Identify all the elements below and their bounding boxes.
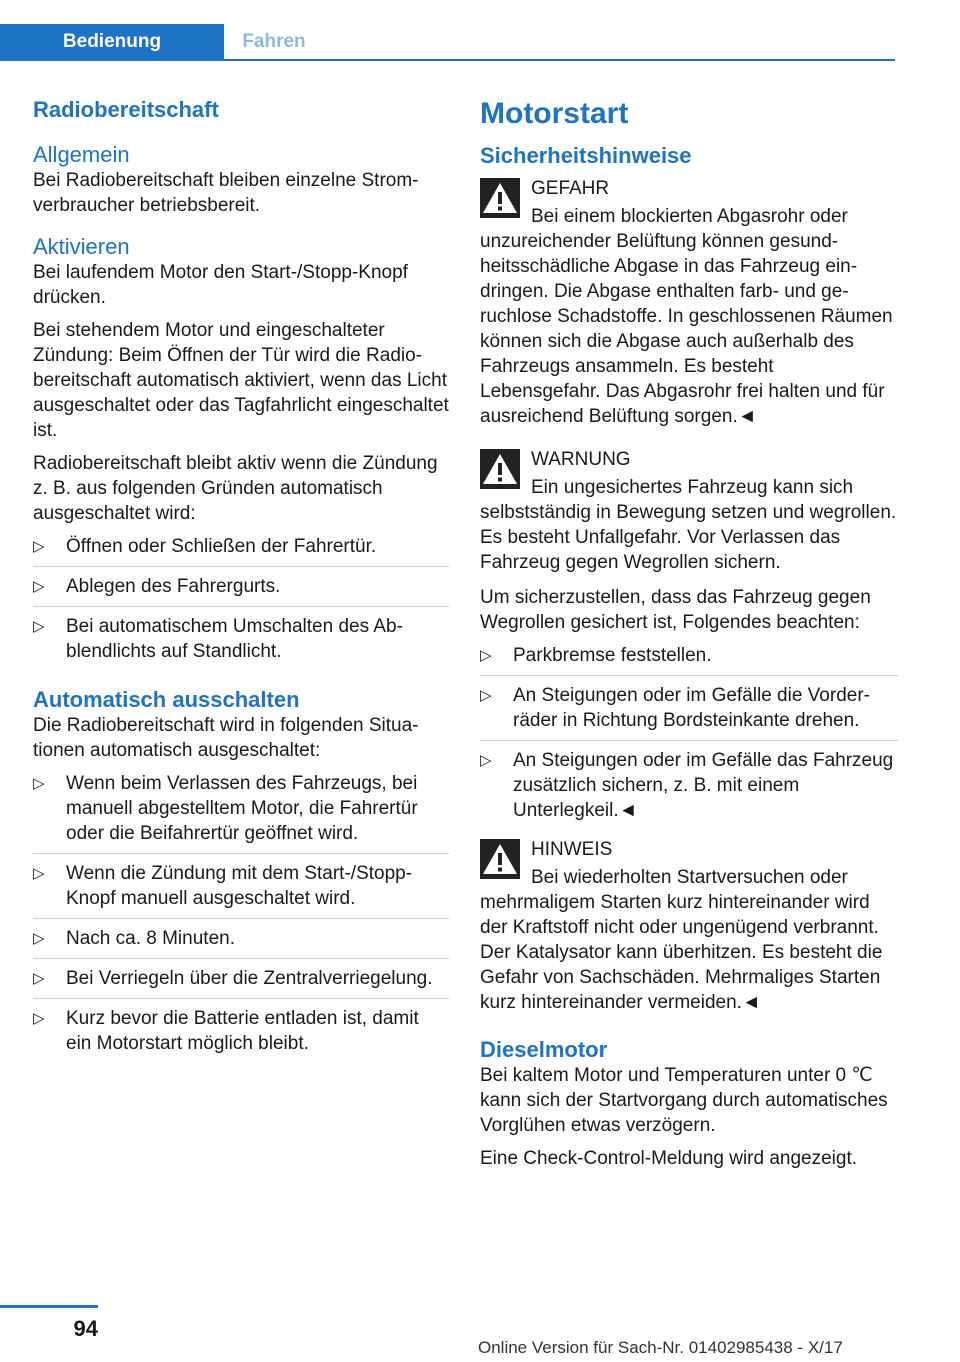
heading-aktivieren: Aktivieren bbox=[33, 234, 130, 259]
warning-triangle-icon bbox=[480, 178, 520, 218]
triangle-bullet-icon: ▷ bbox=[480, 647, 492, 664]
list-item: ▷ An Steigungen oder im Gefälle das Fahrzeug zusätzlich sichern, z. B. mit einem Unterlegkeil.◄ bbox=[480, 750, 894, 821]
triangle-bullet-icon: ▷ bbox=[33, 1010, 45, 1027]
triangle-bullet-icon: ▷ bbox=[33, 865, 45, 882]
header-divider bbox=[0, 59, 895, 61]
left-column bbox=[33, 96, 449, 1070]
warning-hinweis bbox=[480, 837, 898, 1015]
chapter-title-motorstart: Motorstart bbox=[480, 97, 629, 130]
paragraph: Um sicherzustellen, dass das Fahrzeug gegen Wegrollen gesichert ist, Folgendes beachten: bbox=[480, 587, 871, 633]
warning-text: Ein ungesichertes Fahrzeug kann sich selbstständig in Bewegung setzen und wegrollen. Es besteht Unfallgefahr. Vor Verlassen das Fahrzeug gegen Wegrollen sichern. bbox=[480, 477, 897, 573]
paragraph: Bei kaltem Motor und Temperaturen unter 0 ℃ kann sich der Startvorgang durch automatisches Vorglühen etwas verzögern. bbox=[480, 1065, 888, 1136]
triangle-bullet-icon: ▷ bbox=[480, 687, 492, 704]
paragraph: Radiobereitschaft bleibt aktiv wenn die Zündung z. B. aus folgenden Gründen automatisch ausgeschaltet wird: bbox=[33, 453, 438, 524]
paragraph: Bei laufendem Motor den Start-/Stopp-Knopf drücken. bbox=[33, 262, 408, 308]
header-tabs bbox=[0, 24, 895, 62]
paragraph: Die Radiobereitschaft wird in folgenden Situationen automatisch ausgeschaltet: bbox=[33, 715, 419, 761]
list-item: ▷ Bei automatischem Umschalten des Abblendlichts auf Standlicht. bbox=[33, 616, 403, 662]
paragraph: Eine Check-Control-Meldung wird angezeigt. bbox=[480, 1148, 858, 1169]
list-item: ▷ Wenn beim Verlassen des Fahrzeugs, bei manuell abgestelltem Motor, die Fahrertür oder die Beifahrertür geöffnet wird. bbox=[33, 771, 449, 854]
paragraph: Bei stehendem Motor und eingeschalteter Zündung: Beim Öffnen der Tür wird die Radiobereitschaft automatisch aktiviert, wenn das Licht ausgeschaltet oder das Tagfahrlicht eingeschaltet ist. bbox=[33, 320, 449, 441]
triangle-bullet-icon: ▷ bbox=[33, 775, 45, 792]
list-item: ▷ Öffnen oder Schließen der Fahrertür. bbox=[33, 534, 449, 567]
heading-sicherheitshinweise: Sicherheitshinweise bbox=[480, 143, 692, 168]
bullet-list bbox=[33, 534, 449, 671]
warning-warnung bbox=[480, 447, 898, 575]
triangle-bullet-icon: ▷ bbox=[33, 538, 45, 555]
triangle-bullet-icon: ▷ bbox=[480, 752, 492, 769]
warning-label: WARNUNG bbox=[531, 449, 631, 470]
footer-online-version: Online Version für Sach-Nr. 01402985438 - X/17 bbox=[478, 1338, 843, 1357]
page-number-rule bbox=[0, 1305, 98, 1308]
list-item: ▷ Bei Verriegeln über die Zentralverriegelung. bbox=[33, 966, 449, 999]
section-title-radiobereitschaft: Radiobereitschaft bbox=[33, 97, 219, 122]
list-item: ▷ Ablegen des Fahrergurts. bbox=[33, 574, 449, 607]
right-column bbox=[480, 96, 898, 1179]
tab-fahren[interactable]: Fahren bbox=[242, 31, 306, 52]
heading-allgemein: Allgemein bbox=[33, 142, 130, 167]
triangle-bullet-icon: ▷ bbox=[33, 578, 45, 595]
triangle-bullet-icon: ▷ bbox=[33, 618, 45, 635]
warning-label: HINWEIS bbox=[531, 839, 613, 860]
heading-dieselmotor: Dieselmotor bbox=[480, 1037, 608, 1062]
list-item: ▷ An Steigungen oder im Gefälle die Vorderräder in Richtung Bordsteinkante drehen. bbox=[480, 683, 898, 741]
heading-automatisch-ausschalten: Automatisch ausschalten bbox=[33, 687, 300, 712]
page-number: 94 bbox=[73, 1316, 98, 1341]
triangle-bullet-icon: ▷ bbox=[33, 930, 45, 947]
warning-text: Bei wiederholten Startversuchen oder mehrmaligem Starten kurz hintereinander wird der Kraftstoff nicht oder ungenügend verbrannt. Der Katalysator kann überhitzen. Es besteht die Gefahr von Sachschäden. Mehrmaliges Starten kurz hintereinander vermeiden.◄ bbox=[480, 867, 883, 1013]
list-item: ▷ Kurz bevor die Batterie entladen ist, damit ein Motorstart möglich bleibt. bbox=[33, 1008, 419, 1054]
warning-label: GEFAHR bbox=[531, 178, 610, 199]
warning-triangle-icon bbox=[480, 839, 520, 879]
triangle-bullet-icon: ▷ bbox=[33, 970, 45, 987]
list-item: ▷ Nach ca. 8 Minuten. bbox=[33, 926, 449, 959]
warning-triangle-icon bbox=[480, 449, 520, 489]
warning-text: Bei einem blockierten Abgasrohr oder unzureichender Belüftung können gesundheitsschädliche Abgase in das Fahrzeug eindringen. Die Abgase enthalten farb- und geruchlose Schadstoffe. In geschlossenen Räumen können sich die Abgase auch außerhalb des Fahrzeugs ansammeln. Es besteht Lebensgefahr. Das Abgasrohr frei halten und für ausreichend Belüftung sorgen.◄ bbox=[480, 206, 893, 427]
paragraph: Bei Radiobereitschaft bleiben einzelne Stromverbraucher betriebsbereit. bbox=[33, 170, 419, 216]
tab-bedienung[interactable]: Bedienung bbox=[0, 24, 224, 60]
bullet-list bbox=[33, 771, 449, 1063]
list-item: ▷ Parkbremse feststellen. bbox=[480, 643, 898, 676]
bullet-list bbox=[480, 643, 898, 830]
list-item: ▷ Wenn die Zündung mit dem Start-/Stopp-Knopf manuell ausgeschaltet wird. bbox=[33, 861, 449, 919]
warning-gefahr bbox=[480, 176, 898, 429]
